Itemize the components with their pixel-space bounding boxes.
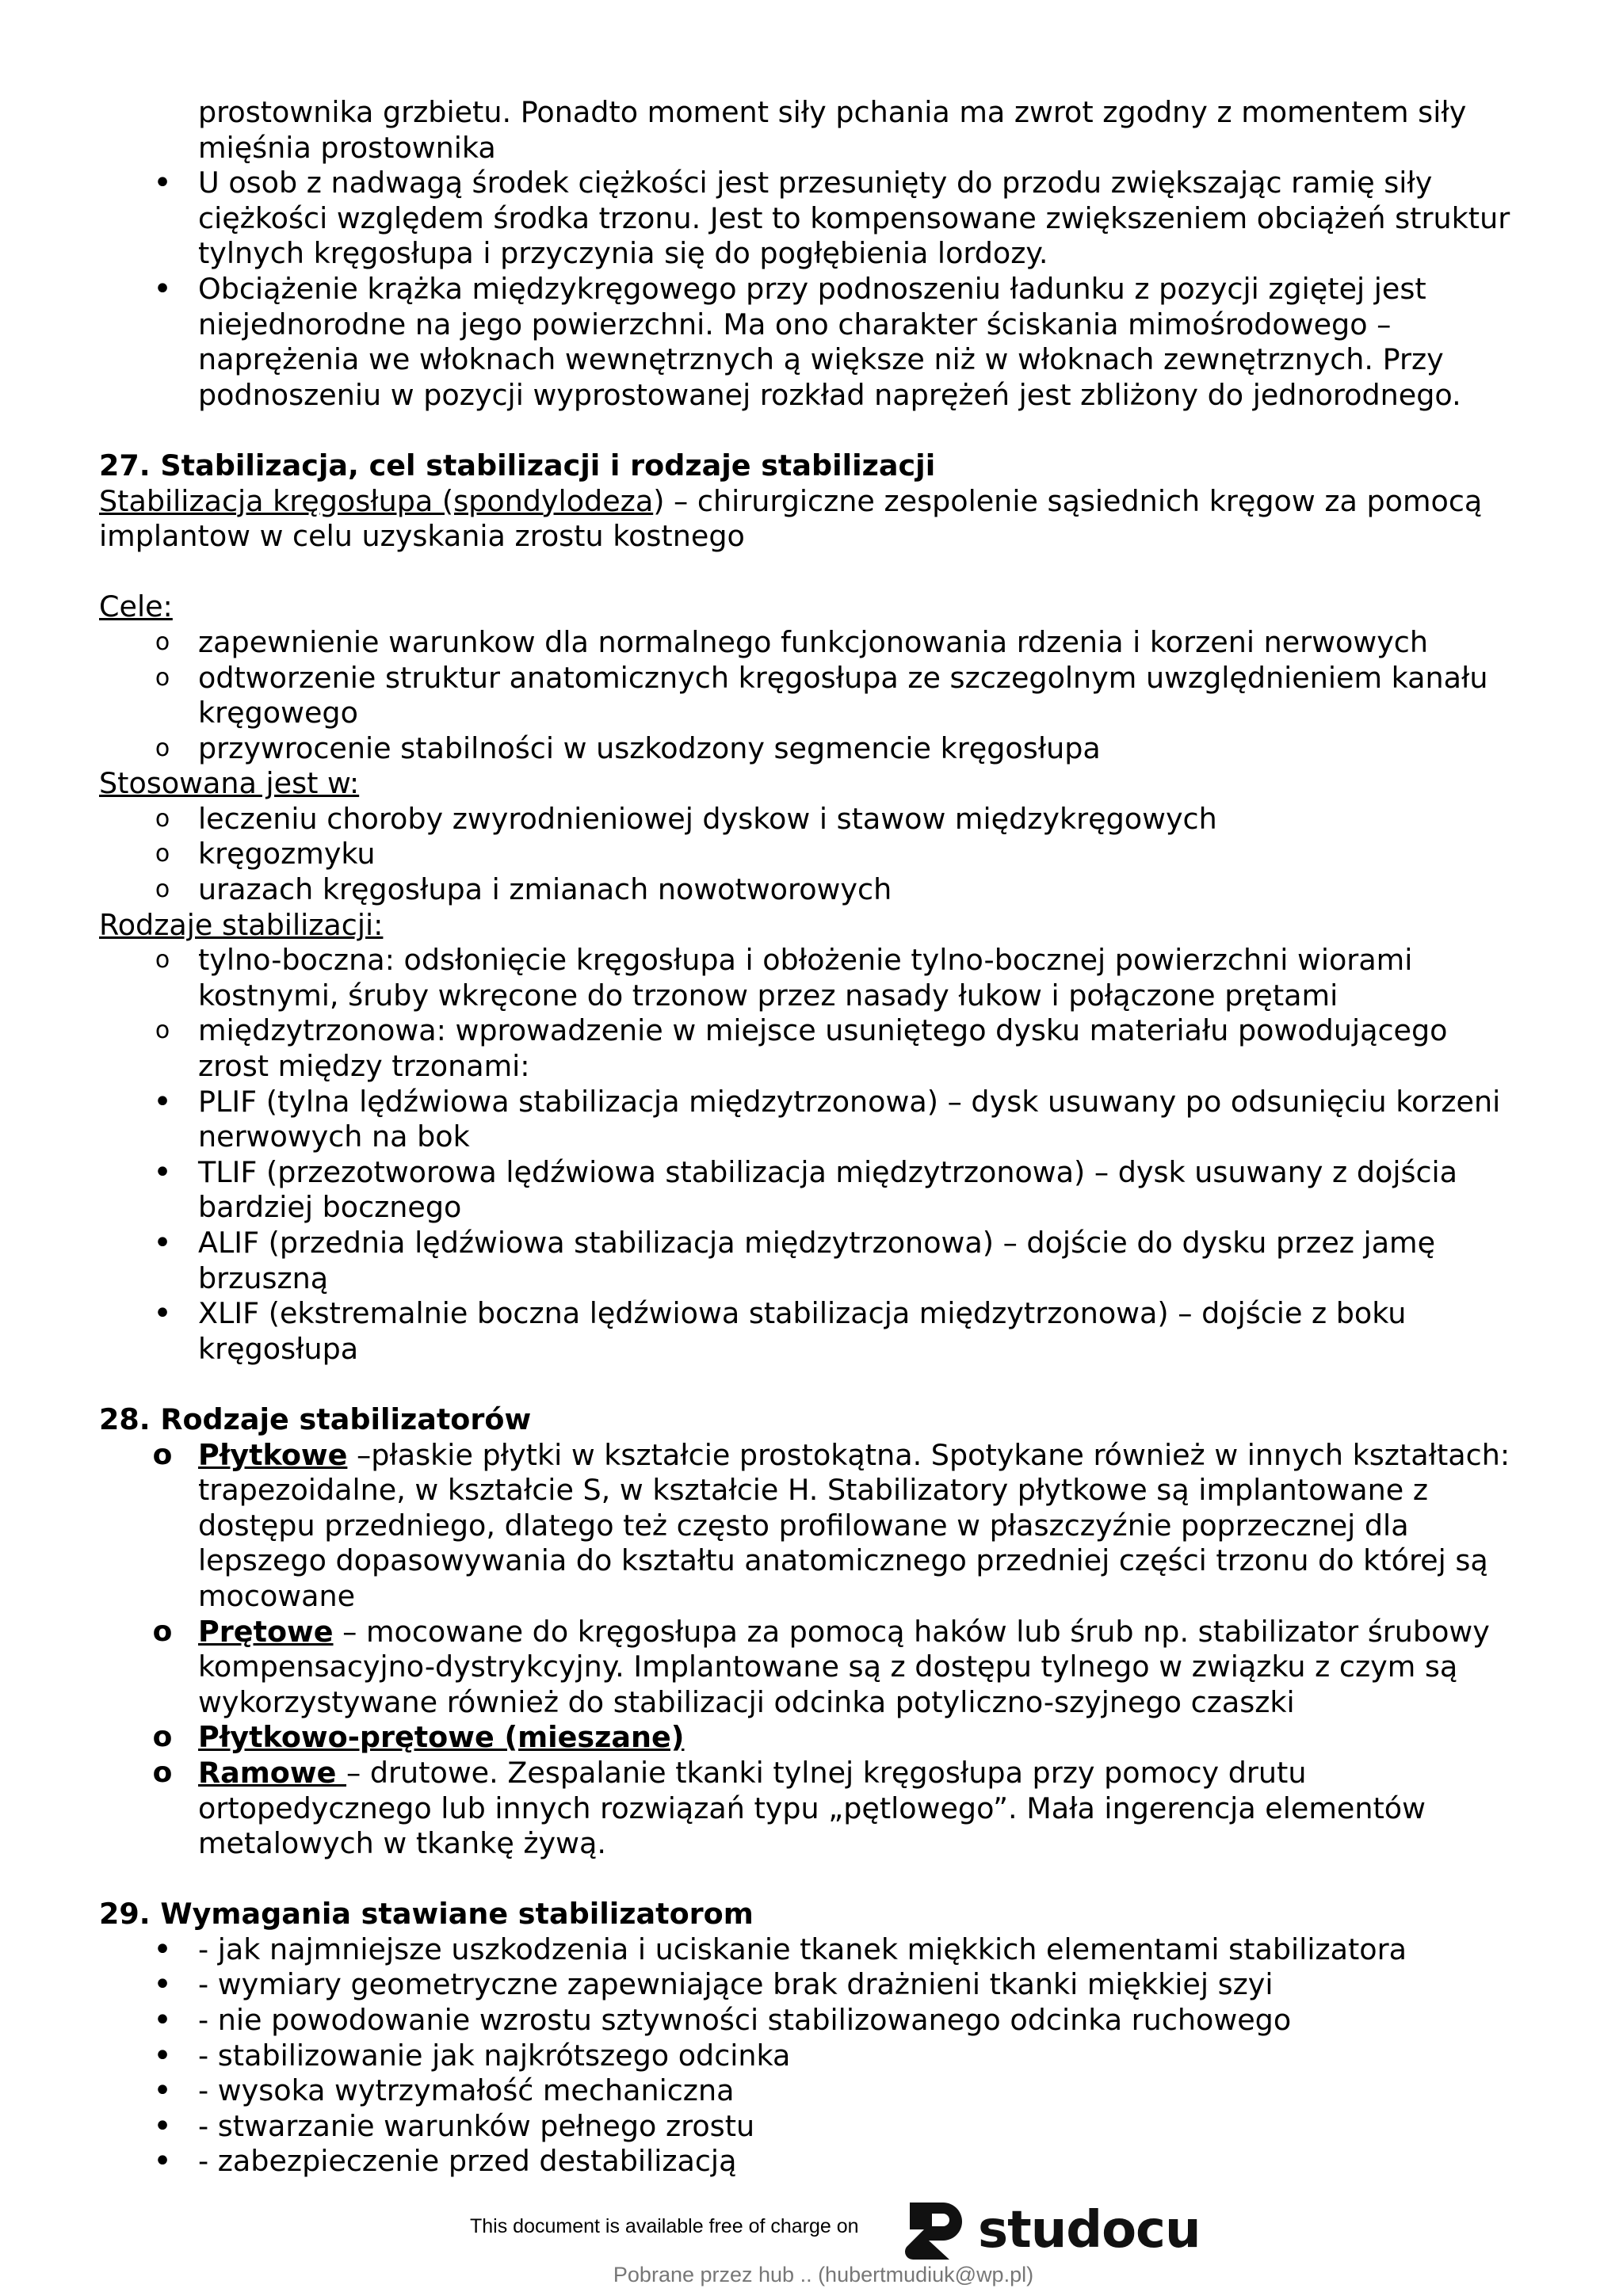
list-item: • ALIF (przednia lędźwiowa stabilizacja międzytrzonowa) – dojście do dysku przez jamę brzuszną — [99, 1226, 1526, 1296]
studocu-footer — [0, 2191, 1623, 2263]
bullet-icon: • — [153, 165, 172, 202]
requirements-list — [99, 1932, 1526, 2180]
intro-continuation: prostownika grzbietu. Ponadto moment siły pchania ma zwrot zgodny z momentem siły mięśnia prostownika — [198, 95, 1467, 165]
list-item: • Obciążenie krążka międzykręgowego przy podnoszeniu ładunku z pozycji zgiętej jest niejednorodne na jego powierzchni. Ma ono charakter ściskania mimośrodowego – naprężenia we włoknach wewnętrznych ą większe niż w włoknach zewnętrznych. Przy podnoszeniu w pozycji wyprostowanej rozkład naprężeń jest zbliżony do jednorodnego. — [99, 272, 1526, 413]
bullet-icon: • — [153, 1966, 172, 2004]
bullet-icon: • — [153, 1931, 172, 1968]
goals-label: Cele: — [99, 589, 173, 624]
section-28-title: 28. Rodzaje stabilizatorów — [99, 1402, 532, 1436]
bullet-icon: • — [153, 1083, 172, 1120]
list-item: • - jak najmniejsze uszkodzenia i uciskanie tkanek miękkich elementami stabilizatora — [99, 1932, 1526, 1968]
availability-notice: This document is available free of charge on — [470, 2215, 859, 2237]
list-item: • - nie powodowanie wzrostu sztywności stabilizowanego odcinka ruchowego — [99, 2003, 1526, 2039]
list-item: • - stwarzanie warunków pełnego zrostu — [99, 2109, 1526, 2145]
types-list — [99, 943, 1526, 1367]
bullet-icon: • — [153, 1225, 172, 1261]
document-content — [99, 95, 1526, 2180]
goals-list — [99, 625, 1526, 766]
intro-bullet-list — [99, 166, 1526, 413]
stabilizer-types-list — [99, 1438, 1526, 1862]
types-label: Rodzaje stabilizacji: — [99, 907, 384, 942]
list-item: • - zabezpieczenie przed destabilizacją — [99, 2144, 1526, 2180]
bullet-icon: • — [153, 2143, 172, 2180]
section-29-title: 29. Wymagania stawiane stabilizatorom — [99, 1897, 754, 1932]
list-item: o tylno-boczna: odsłonięcie kręgosłupa i obłożenie tylno-bocznej powierzchni wiorami kostnymi, śruby wkręcone do trzonow przez nasady łukow i połączone prętami — [99, 943, 1526, 1013]
download-info: Pobrane przez hub .. (hubertmudiuk@wp.pl) — [613, 2263, 1034, 2286]
list-item: o Płytkowo-prętowe (mieszane) — [99, 1720, 1526, 1756]
section-27-title: 27. Stabilizacja, cel stabilizacji i rodzaje stabilizacji — [99, 448, 936, 482]
list-item: o Ramowe – drutowe. Zespalanie tkanki tylnej kręgosłupa przy pomocy drutu ortopedycznego lub innych rozwiązań typu „pętlowego”. Mała ingerencja elementów metalowych w tkankę żywą. — [99, 1756, 1526, 1862]
studocu-logo-icon — [902, 2198, 970, 2264]
circle-bullet-icon: o — [152, 1721, 173, 1754]
list-item: • - wymiary geometryczne zapewniające brak drażnieni tkanki miękkiej szyi — [99, 1967, 1526, 2003]
bullet-icon: • — [153, 1154, 172, 1191]
circle-bullet-icon: o — [155, 946, 170, 974]
studocu-logo[interactable] — [902, 2198, 1201, 2264]
bullet-icon: • — [153, 2037, 172, 2074]
list-item: o kręgozmyku — [99, 837, 1526, 872]
circle-bullet-icon: o — [152, 1438, 173, 1471]
list-item: o zapewnienie warunkow dla normalnego funkcjonowania rdzenia i korzeni nerwowych — [99, 625, 1526, 661]
list-item: • TLIF (przezotworowa lędźwiowa stabilizacja międzytrzonowa) – dysk usuwany z dojścia bardziej bocznego — [99, 1155, 1526, 1226]
list-item: • PLIF (tylna lędźwiowa stabilizacja międzytrzonowa) – dysk usuwany po odsunięciu korzeni nerwowych na bok — [99, 1085, 1526, 1155]
definition-term: Stabilizacja kręgosłupa (spondylodeza — [99, 483, 654, 518]
circle-bullet-icon: o — [155, 627, 170, 656]
bullet-icon: • — [153, 1295, 172, 1333]
circle-bullet-icon: o — [155, 875, 170, 904]
list-item: o odtworzenie struktur anatomicznych kręgosłupa ze szczegolnym uwzględnieniem kanału kręgowego — [99, 661, 1526, 731]
circle-bullet-icon: o — [155, 663, 170, 692]
list-item: o przywrocenie stabilności w uszkodzony segmencie kręgosłupa — [99, 731, 1526, 767]
circle-bullet-icon: o — [155, 734, 170, 762]
studocu-wordmark: studocu — [978, 2201, 1201, 2260]
list-item: • - wysoka wytrzymałość mechaniczna — [99, 2073, 1526, 2109]
list-item: • - stabilizowanie jak najkrótszego odcinka — [99, 2039, 1526, 2074]
definition: Stabilizacja kręgosłupa (spondylodeza) – chirurgiczne zespolenie sąsiednich kręgow za pomocą implantow w celu uzyskania zrostu kostnego — [99, 483, 1483, 554]
circle-bullet-icon: o — [155, 804, 170, 833]
list-item: o Płytkowe –płaskie płytki w kształcie prostokątna. Spotykane również w innych kształtach: trapezoidalne, w kształcie S, w kształcie H. Stabilizatory płytkowe są implantowane z dostępu przedniego, dlatego też często profilowane w płaszczyźnie poprzecznej dla lepszego dopasowywania do kształtu anatomicznego przedniej części trzonu do której są mocowane — [99, 1438, 1526, 1615]
used-label: Stosowana jest w: — [99, 766, 360, 801]
bullet-icon: • — [153, 2002, 172, 2039]
list-item: o Prętowe – mocowane do kręgosłupa za pomocą haków lub śrub np. stabilizator śrubowy kompensacyjno-dystrykcyjny. Implantowane są z dostępu tylnego w związku z czym są wykorzystywane również do stabilizacji odcinka potyliczno-szyjnego czaszki — [99, 1615, 1526, 1721]
list-item: • XLIF (ekstremalnie boczna lędźwiowa stabilizacja międzytrzonowa) – dojście z boku kręgosłupa — [99, 1296, 1526, 1367]
circle-bullet-icon: o — [155, 1016, 170, 1045]
bullet-icon: • — [153, 2073, 172, 2110]
circle-bullet-icon: o — [152, 1615, 173, 1648]
list-item: o leczeniu choroby zwyrodnieniowej dyskow i stawow międzykręgowych — [99, 802, 1526, 837]
list-item: o międzytrzonowa: wprowadzenie w miejsce usuniętego dysku materiału powodującego zrost między trzonami: — [99, 1013, 1526, 1084]
circle-bullet-icon: o — [152, 1756, 173, 1789]
list-item: • U osob z nadwagą środek ciężkości jest przesunięty do przodu zwiększając ramię siły ciężkości względem środka trzonu. Jest to kompensowane zwiększeniem obciążeń struktur tylnych kręgosłupa i przyczynia się do pogłębienia lordozy. — [99, 166, 1526, 272]
list-item: o urazach kręgosłupa i zmianach nowotworowych — [99, 872, 1526, 908]
bullet-icon: • — [153, 2107, 172, 2145]
used-list — [99, 802, 1526, 908]
bullet-icon: • — [153, 270, 172, 307]
circle-bullet-icon: o — [155, 840, 170, 868]
